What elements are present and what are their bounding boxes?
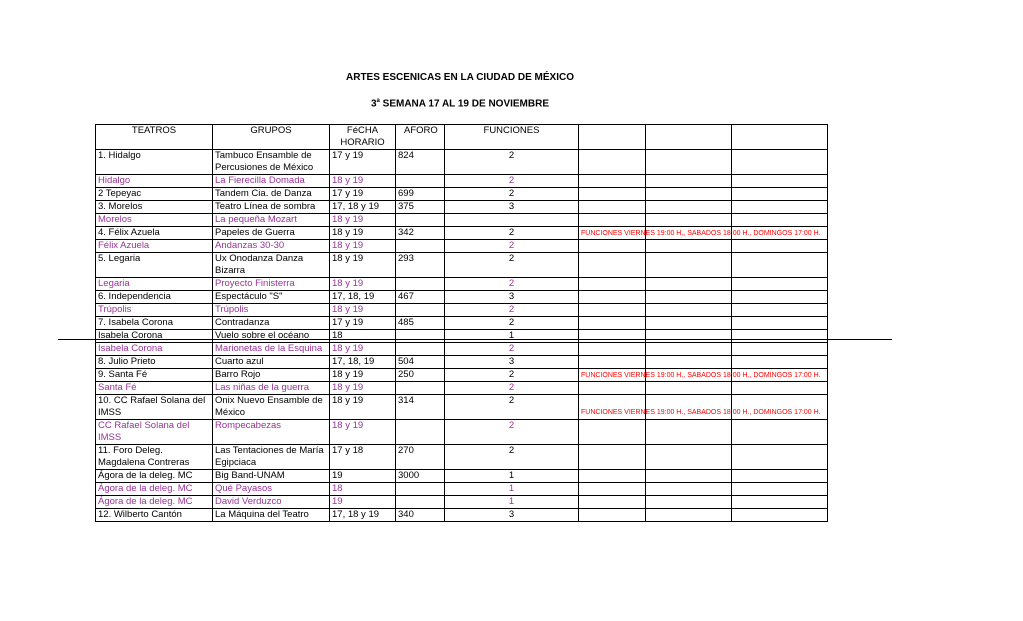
table-row xyxy=(96,445,828,470)
cell-empty xyxy=(646,188,732,201)
cell-aforo: 340 xyxy=(396,509,445,522)
table-row xyxy=(96,317,828,330)
week-ordinal: a xyxy=(376,98,380,104)
cell-aforo: 250 xyxy=(396,369,445,382)
cell-grupo: Big Band-UNAM xyxy=(213,470,330,483)
cell-aforo xyxy=(396,330,445,343)
cell-empty xyxy=(646,382,732,395)
cell-empty xyxy=(579,445,646,470)
cell-empty xyxy=(646,175,732,188)
cell-aforo xyxy=(396,496,445,509)
cell-empty xyxy=(732,317,828,330)
table-row xyxy=(96,470,828,483)
table-row xyxy=(96,278,828,291)
cell-teatro: Isabela Corona xyxy=(96,330,213,343)
cell-empty xyxy=(646,343,732,356)
cell-teatro: 6. Independencia xyxy=(96,291,213,304)
cell-empty xyxy=(646,496,732,509)
cell-aforo xyxy=(396,382,445,395)
cell-fecha: 18 y 19 xyxy=(330,382,396,395)
cell-empty xyxy=(646,509,732,522)
schedule-note: FUNCIONES VIERNES 19:00 H., SABADOS 18:00 H., DOMINGOS 17:00 H. xyxy=(581,230,821,237)
cell-grupo: Andanzas 30-30 xyxy=(213,240,330,253)
cell-grupo: Ux Onodanza Danza Bizarra xyxy=(213,253,330,278)
cell-fecha: 17, 18, 19 xyxy=(330,291,396,304)
cell-aforo: 485 xyxy=(396,317,445,330)
cell-teatro: 9. Santa Fé xyxy=(96,369,213,382)
week-range: SEMANA 17 AL 19 DE NOVIEMBRE xyxy=(379,98,550,110)
cell-fecha: 18 y 19 xyxy=(330,420,396,445)
table-row xyxy=(96,369,828,382)
cell-grupo: Papeles de Guerra xyxy=(213,227,330,240)
cell-aforo: 270 xyxy=(396,445,445,470)
cell-teatro: 5. Legaria xyxy=(96,253,213,278)
cell-funciones: 2 xyxy=(445,175,579,188)
cell-grupo: Rompecabezas xyxy=(213,420,330,445)
cell-aforo xyxy=(396,420,445,445)
header-aforo: AFORO xyxy=(396,125,445,150)
cell-grupo: David Verduzco xyxy=(213,496,330,509)
cell-empty xyxy=(646,278,732,291)
cell-fecha: 18 y 19 xyxy=(330,304,396,317)
cell-funciones: 2 xyxy=(445,240,579,253)
cell-teatro: 11. Foro Deleg. Magdalena Contreras xyxy=(96,445,213,470)
cell-grupo: Proyecto Finisterra xyxy=(213,278,330,291)
cell-empty xyxy=(732,445,828,470)
cell-fecha: 18 xyxy=(330,483,396,496)
cell-empty xyxy=(732,343,828,356)
cell-empty xyxy=(646,330,732,343)
cell-fecha: 17, 18, 19 xyxy=(330,356,396,369)
table-row xyxy=(96,291,828,304)
cell-fecha: 18 y 19 xyxy=(330,395,396,420)
cell-empty xyxy=(646,420,732,445)
header-teatros: TEATROS xyxy=(96,125,213,150)
cell-teatro: CC Rafael Solana del IMSS xyxy=(96,420,213,445)
header-horario: HORARIO xyxy=(340,137,385,148)
cell-fecha: 18 y 19 xyxy=(330,240,396,253)
cell-funciones: 2 xyxy=(445,445,579,470)
cell-empty xyxy=(579,356,646,369)
cell-aforo: 3000 xyxy=(396,470,445,483)
cell-grupo: Onix Nuevo Ensamble de México xyxy=(213,395,330,420)
cell-empty xyxy=(579,382,646,395)
cell-funciones: 3 xyxy=(445,201,579,214)
cell-empty xyxy=(646,201,732,214)
cell-empty xyxy=(579,201,646,214)
cell-teatro: 4. Félix Azuela xyxy=(96,227,213,240)
cell-empty xyxy=(579,188,646,201)
cell-aforo: 824 xyxy=(396,150,445,175)
cell-grupo: Tambuco Ensamble de Percusiones de México xyxy=(213,150,330,175)
cell-empty xyxy=(646,240,732,253)
cell-empty xyxy=(732,291,828,304)
cell-teatro: Legaria xyxy=(96,278,213,291)
cell-empty xyxy=(646,214,732,227)
table-row xyxy=(96,509,828,522)
week-number: 3 xyxy=(370,98,377,110)
cell-aforo: 467 xyxy=(396,291,445,304)
cell-fecha: 19 xyxy=(330,496,396,509)
cell-grupo: La Máquina del Teatro xyxy=(213,509,330,522)
cell-empty xyxy=(732,214,828,227)
cell-empty xyxy=(732,420,828,445)
cell-funciones: 2 xyxy=(445,188,579,201)
title-line-2 xyxy=(340,98,580,109)
cell-empty xyxy=(732,253,828,278)
cell-funciones: 3 xyxy=(445,509,579,522)
table-row xyxy=(96,188,828,201)
cell-empty xyxy=(732,278,828,291)
cell-empty xyxy=(579,483,646,496)
cell-grupo: Espectáculo "S" xyxy=(213,291,330,304)
cell-aforo xyxy=(396,214,445,227)
cell-teatro: Trúpolis xyxy=(96,304,213,317)
cell-fecha: 17 y 19 xyxy=(330,317,396,330)
cell-aforo: 504 xyxy=(396,356,445,369)
cell-empty xyxy=(732,470,828,483)
header-empty-2 xyxy=(646,125,732,150)
title-line-1: ARTES ESCENICAS EN LA CIUDAD DE MÉXICO xyxy=(346,72,574,83)
cell-funciones: 2 xyxy=(445,395,579,420)
cell-empty xyxy=(579,291,646,304)
cell-empty xyxy=(579,420,646,445)
cell-aforo: 342 xyxy=(396,227,445,240)
cell-aforo: 314 xyxy=(396,395,445,420)
table-row xyxy=(96,395,828,420)
cell-empty xyxy=(579,330,646,343)
cell-aforo xyxy=(396,343,445,356)
cell-funciones: 1 xyxy=(445,330,579,343)
cell-funciones: 2 xyxy=(445,253,579,278)
cell-grupo: Trúpolis xyxy=(213,304,330,317)
cell-empty xyxy=(732,201,828,214)
header-grupos: GRUPOS xyxy=(213,125,330,150)
cell-empty xyxy=(732,509,828,522)
cell-funciones: 2 xyxy=(445,304,579,317)
cell-empty xyxy=(646,150,732,175)
cell-empty xyxy=(646,291,732,304)
header-fecha-horario xyxy=(330,125,396,150)
table-body xyxy=(96,150,828,522)
table-row xyxy=(96,227,828,240)
cell-empty xyxy=(732,188,828,201)
header-empty-3 xyxy=(732,125,828,150)
cell-empty xyxy=(579,227,821,240)
cell-aforo xyxy=(396,240,445,253)
cell-funciones: 3 xyxy=(445,291,579,304)
cell-empty xyxy=(646,470,732,483)
schedule-note: FUNCIONES VIERNES 19:00 H., SABADOS 18:00 H., DOMINGOS 17:00 H. xyxy=(581,372,821,379)
header-empty-1 xyxy=(579,125,646,150)
cell-empty xyxy=(579,278,646,291)
cell-empty xyxy=(579,509,646,522)
cell-grupo: Las niñas de la guerra xyxy=(213,382,330,395)
cell-teatro: 1. Hidalgo xyxy=(96,150,213,175)
cell-empty xyxy=(646,445,732,470)
cell-teatro: Isabela Corona xyxy=(96,343,213,356)
cell-empty xyxy=(732,240,828,253)
table-row xyxy=(96,483,828,496)
cell-grupo: La Fierecilla Domada xyxy=(213,175,330,188)
cell-funciones: 2 xyxy=(445,317,579,330)
cell-teatro: Santa Fé xyxy=(96,382,213,395)
cell-empty xyxy=(579,253,646,278)
header-fecha: FéCHA xyxy=(346,125,379,136)
cell-teatro: 3. Morelos xyxy=(96,201,213,214)
cell-empty xyxy=(579,343,646,356)
cell-empty xyxy=(732,175,828,188)
cell-funciones: 3 xyxy=(445,356,579,369)
cell-fecha: 17, 18 y 19 xyxy=(330,201,396,214)
cell-funciones: 2 xyxy=(445,278,579,291)
cell-grupo: Marionetas de la Esquina xyxy=(213,343,330,356)
cell-teatro: Hidalgo xyxy=(96,175,213,188)
cell-fecha: 18 y 19 xyxy=(330,227,396,240)
cell-empty xyxy=(579,470,646,483)
cell-grupo: Barro Rojo xyxy=(213,369,330,382)
schedule-table xyxy=(95,124,828,522)
cell-fecha: 18 y 19 xyxy=(330,369,396,382)
table-row xyxy=(96,382,828,395)
cell-fecha: 17, 18 y 19 xyxy=(330,509,396,522)
cell-teatro: Félix Azuela xyxy=(96,240,213,253)
cell-funciones: 1 xyxy=(445,483,579,496)
cell-fecha: 18 xyxy=(330,330,396,343)
cell-empty xyxy=(646,253,732,278)
cell-empty xyxy=(579,317,646,330)
cell-fecha: 18 y 19 xyxy=(330,253,396,278)
cell-empty xyxy=(579,369,821,382)
cell-empty xyxy=(732,356,828,369)
cell-teatro: 12. Wilberto Cantón xyxy=(96,509,213,522)
cell-aforo xyxy=(396,278,445,291)
cell-grupo: Las Tentaciones de María Egipciaca xyxy=(213,445,330,470)
cell-grupo: Tandem Cia. de Danza xyxy=(213,188,330,201)
cell-empty xyxy=(732,150,828,175)
cell-teatro: Ágora de la deleg. MC xyxy=(96,496,213,509)
cell-teatro: 2 Tepeyac xyxy=(96,188,213,201)
cell-empty xyxy=(579,175,646,188)
cell-empty xyxy=(646,304,732,317)
cell-empty xyxy=(579,395,821,420)
cell-fecha: 18 y 19 xyxy=(330,343,396,356)
cell-aforo: 293 xyxy=(396,253,445,278)
table-row xyxy=(96,201,828,214)
cell-grupo: Vuelo sobre el océano xyxy=(213,330,330,343)
cell-funciones: 2 xyxy=(445,369,579,382)
cell-fecha: 18 y 19 xyxy=(330,214,396,227)
cell-grupo: Contradanza xyxy=(213,317,330,330)
cell-empty xyxy=(646,356,732,369)
table-row xyxy=(96,496,828,509)
cell-aforo: 699 xyxy=(396,188,445,201)
cell-aforo xyxy=(396,175,445,188)
cell-grupo: Qué Payasos xyxy=(213,483,330,496)
cell-grupo: La pequeña Mozart xyxy=(213,214,330,227)
cell-empty xyxy=(732,304,828,317)
cell-aforo xyxy=(396,483,445,496)
table-row xyxy=(96,253,828,278)
cell-funciones: 2 xyxy=(445,420,579,445)
cell-fecha: 18 y 19 xyxy=(330,175,396,188)
table-row xyxy=(96,150,828,175)
cell-empty xyxy=(732,330,828,343)
cell-teatro: 10. CC Rafael Solana del IMSS xyxy=(96,395,213,420)
cell-empty xyxy=(646,483,732,496)
cell-teatro: 7. Isabela Corona xyxy=(96,317,213,330)
header-row xyxy=(96,125,828,150)
cell-grupo: Cuarto azul xyxy=(213,356,330,369)
cell-empty xyxy=(646,317,732,330)
cell-funciones: 2 xyxy=(445,343,579,356)
cell-funciones xyxy=(445,214,579,227)
table-row xyxy=(96,330,828,343)
table-row xyxy=(96,356,828,369)
cell-fecha: 17 y 19 xyxy=(330,188,396,201)
schedule-note: FUNCIONES VIERNES 19:00 H., SABADOS 18:00 H., DOMINGOS 17:00 H. xyxy=(581,409,821,416)
cell-empty xyxy=(579,240,646,253)
table-row xyxy=(96,214,828,227)
cell-empty xyxy=(732,382,828,395)
cell-aforo: 375 xyxy=(396,201,445,214)
table-row xyxy=(96,304,828,317)
cell-empty xyxy=(579,496,646,509)
cell-empty xyxy=(732,483,828,496)
cell-teatro: 8. Julio Prieto xyxy=(96,356,213,369)
cell-teatro: Morelos xyxy=(96,214,213,227)
cell-grupo: Teatro Línea de sombra xyxy=(213,201,330,214)
cell-funciones: 1 xyxy=(445,470,579,483)
cell-empty xyxy=(579,214,646,227)
cell-teatro: Ágora de la deleg. MC xyxy=(96,483,213,496)
cell-fecha: 17 y 18 xyxy=(330,445,396,470)
cell-aforo xyxy=(396,304,445,317)
cell-funciones: 2 xyxy=(445,227,579,240)
table-row xyxy=(96,175,828,188)
cell-fecha: 19 xyxy=(330,470,396,483)
cell-empty xyxy=(579,304,646,317)
cell-empty xyxy=(579,150,646,175)
cell-funciones: 1 xyxy=(445,496,579,509)
table-row xyxy=(96,240,828,253)
cell-fecha: 18 y 19 xyxy=(330,278,396,291)
cell-fecha: 17 y 19 xyxy=(330,150,396,175)
cell-funciones: 2 xyxy=(445,382,579,395)
cell-funciones: 2 xyxy=(445,150,579,175)
cell-teatro: Ágora de la deleg. MC xyxy=(96,470,213,483)
table-row xyxy=(96,420,828,445)
cell-empty xyxy=(732,496,828,509)
table-row xyxy=(96,343,828,356)
header-funciones: FUNCIONES xyxy=(445,125,579,150)
